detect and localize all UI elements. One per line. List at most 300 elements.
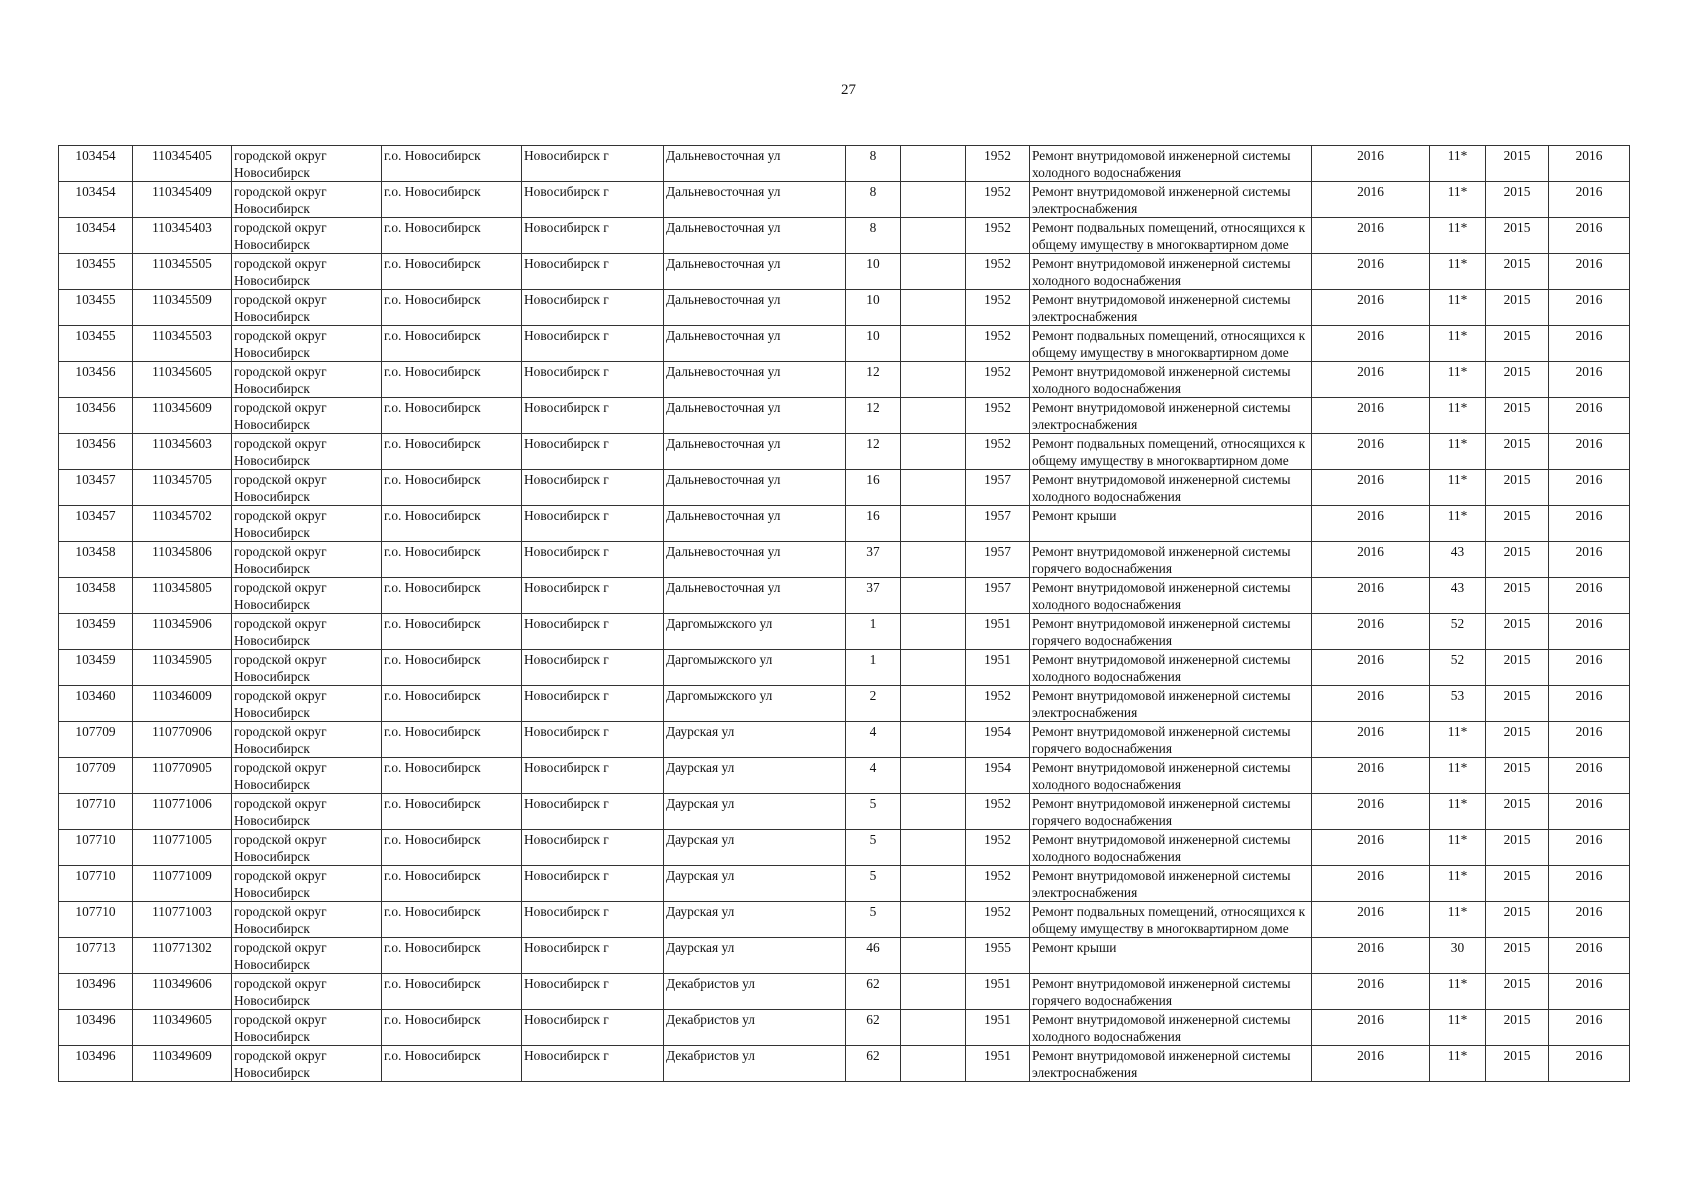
district-cell: г.о. Новосибирск — [382, 434, 522, 470]
locality-cell: Новосибирск г — [522, 686, 664, 722]
municipality-cell: городской округ Новосибирск — [232, 902, 382, 938]
table-row — [59, 578, 1630, 614]
table-row — [59, 902, 1630, 938]
table-row — [59, 866, 1630, 902]
work-type-cell: Ремонт внутридомовой инженерной системы холодного водоснабжения — [1030, 578, 1312, 614]
district-cell: г.о. Новосибирск — [382, 902, 522, 938]
locality-cell: Новосибирск г — [522, 146, 664, 182]
street-cell: Дальневосточная ул — [664, 218, 846, 254]
housing-cell — [901, 866, 966, 902]
year-built-cell: 1957 — [966, 506, 1030, 542]
plan-year-cell: 2016 — [1312, 362, 1430, 398]
municipality-cell: городской округ Новосибирск — [232, 794, 382, 830]
start-year-cell: 2015 — [1486, 830, 1549, 866]
start-year-cell: 2015 — [1486, 650, 1549, 686]
table-row — [59, 326, 1630, 362]
work-type-cell: Ремонт внутридомовой инженерной системы электроснабжения — [1030, 182, 1312, 218]
table-row — [59, 686, 1630, 722]
municipality-cell: городской округ Новосибирск — [232, 614, 382, 650]
priority-cell: 52 — [1430, 614, 1486, 650]
house-id-cell: 103458 — [59, 578, 133, 614]
priority-cell: 53 — [1430, 686, 1486, 722]
work-type-cell: Ремонт внутридомовой инженерной системы электроснабжения — [1030, 686, 1312, 722]
housing-cell — [901, 146, 966, 182]
work-id-cell: 110345603 — [133, 434, 232, 470]
work-id-cell: 110345409 — [133, 182, 232, 218]
table-row — [59, 542, 1630, 578]
municipality-cell: городской округ Новосибирск — [232, 830, 382, 866]
plan-year-cell: 2016 — [1312, 326, 1430, 362]
plan-year-cell: 2016 — [1312, 290, 1430, 326]
work-type-cell: Ремонт внутридомовой инженерной системы холодного водоснабжения — [1030, 470, 1312, 506]
house-id-cell: 103457 — [59, 470, 133, 506]
end-year-cell: 2016 — [1549, 470, 1630, 506]
housing-cell — [901, 470, 966, 506]
plan-year-cell: 2016 — [1312, 398, 1430, 434]
house-number-cell: 4 — [846, 722, 901, 758]
municipality-cell: городской округ Новосибирск — [232, 758, 382, 794]
plan-year-cell: 2016 — [1312, 830, 1430, 866]
house-id-cell: 103457 — [59, 506, 133, 542]
year-built-cell: 1957 — [966, 542, 1030, 578]
district-cell: г.о. Новосибирск — [382, 722, 522, 758]
locality-cell: Новосибирск г — [522, 794, 664, 830]
house-id-cell: 103459 — [59, 614, 133, 650]
locality-cell: Новосибирск г — [522, 866, 664, 902]
priority-cell: 11* — [1430, 146, 1486, 182]
house-number-cell: 1 — [846, 614, 901, 650]
street-cell: Дальневосточная ул — [664, 290, 846, 326]
district-cell: г.о. Новосибирск — [382, 398, 522, 434]
year-built-cell: 1952 — [966, 326, 1030, 362]
table-row — [59, 290, 1630, 326]
year-built-cell: 1952 — [966, 902, 1030, 938]
end-year-cell: 2016 — [1549, 902, 1630, 938]
municipality-cell: городской округ Новосибирск — [232, 686, 382, 722]
work-id-cell: 110771302 — [133, 938, 232, 974]
municipality-cell: городской округ Новосибирск — [232, 470, 382, 506]
end-year-cell: 2016 — [1549, 938, 1630, 974]
priority-cell: 11* — [1430, 974, 1486, 1010]
start-year-cell: 2015 — [1486, 902, 1549, 938]
house-id-cell: 103496 — [59, 974, 133, 1010]
repair-schedule-table — [58, 145, 1630, 1082]
municipality-cell: городской округ Новосибирск — [232, 290, 382, 326]
year-built-cell: 1951 — [966, 650, 1030, 686]
work-id-cell: 110345806 — [133, 542, 232, 578]
housing-cell — [901, 362, 966, 398]
plan-year-cell: 2016 — [1312, 758, 1430, 794]
start-year-cell: 2015 — [1486, 542, 1549, 578]
housing-cell — [901, 830, 966, 866]
table-row — [59, 182, 1630, 218]
street-cell: Даурская ул — [664, 830, 846, 866]
work-id-cell: 110349605 — [133, 1010, 232, 1046]
district-cell: г.о. Новосибирск — [382, 542, 522, 578]
work-id-cell: 110345503 — [133, 326, 232, 362]
table-row — [59, 218, 1630, 254]
district-cell: г.о. Новосибирск — [382, 1010, 522, 1046]
priority-cell: 11* — [1430, 398, 1486, 434]
house-id-cell: 107713 — [59, 938, 133, 974]
house-number-cell: 62 — [846, 1010, 901, 1046]
housing-cell — [901, 326, 966, 362]
start-year-cell: 2015 — [1486, 578, 1549, 614]
work-type-cell: Ремонт внутридомовой инженерной системы горячего водоснабжения — [1030, 614, 1312, 650]
street-cell: Дальневосточная ул — [664, 398, 846, 434]
street-cell: Дальневосточная ул — [664, 506, 846, 542]
work-id-cell: 110345605 — [133, 362, 232, 398]
locality-cell: Новосибирск г — [522, 1046, 664, 1082]
start-year-cell: 2015 — [1486, 434, 1549, 470]
street-cell: Декабристов ул — [664, 1010, 846, 1046]
plan-year-cell: 2016 — [1312, 1010, 1430, 1046]
work-id-cell: 110771006 — [133, 794, 232, 830]
start-year-cell: 2015 — [1486, 362, 1549, 398]
municipality-cell: городской округ Новосибирск — [232, 434, 382, 470]
house-id-cell: 103496 — [59, 1046, 133, 1082]
district-cell: г.о. Новосибирск — [382, 866, 522, 902]
district-cell: г.о. Новосибирск — [382, 326, 522, 362]
priority-cell: 11* — [1430, 254, 1486, 290]
work-id-cell: 110345405 — [133, 146, 232, 182]
year-built-cell: 1952 — [966, 794, 1030, 830]
plan-year-cell: 2016 — [1312, 794, 1430, 830]
start-year-cell: 2015 — [1486, 1046, 1549, 1082]
house-id-cell: 107710 — [59, 794, 133, 830]
house-number-cell: 46 — [846, 938, 901, 974]
housing-cell — [901, 650, 966, 686]
street-cell: Даргомыжского ул — [664, 614, 846, 650]
table-row — [59, 362, 1630, 398]
table-row — [59, 650, 1630, 686]
work-id-cell: 110349609 — [133, 1046, 232, 1082]
work-id-cell: 110771003 — [133, 902, 232, 938]
street-cell: Даргомыжского ул — [664, 650, 846, 686]
priority-cell: 43 — [1430, 542, 1486, 578]
locality-cell: Новосибирск г — [522, 578, 664, 614]
housing-cell — [901, 722, 966, 758]
work-type-cell: Ремонт внутридомовой инженерной системы холодного водоснабжения — [1030, 1010, 1312, 1046]
work-type-cell: Ремонт подвальных помещений, относящихся к общему имуществу в многоквартирном доме — [1030, 218, 1312, 254]
house-id-cell: 107709 — [59, 758, 133, 794]
year-built-cell: 1952 — [966, 686, 1030, 722]
start-year-cell: 2015 — [1486, 398, 1549, 434]
year-built-cell: 1952 — [966, 830, 1030, 866]
work-id-cell: 110345905 — [133, 650, 232, 686]
housing-cell — [901, 506, 966, 542]
table-row — [59, 506, 1630, 542]
priority-cell: 11* — [1430, 506, 1486, 542]
house-id-cell: 107709 — [59, 722, 133, 758]
locality-cell: Новосибирск г — [522, 974, 664, 1010]
priority-cell: 11* — [1430, 866, 1486, 902]
priority-cell: 52 — [1430, 650, 1486, 686]
start-year-cell: 2015 — [1486, 722, 1549, 758]
housing-cell — [901, 542, 966, 578]
plan-year-cell: 2016 — [1312, 866, 1430, 902]
street-cell: Даурская ул — [664, 794, 846, 830]
plan-year-cell: 2016 — [1312, 182, 1430, 218]
work-type-cell: Ремонт подвальных помещений, относящихся к общему имуществу в многоквартирном доме — [1030, 326, 1312, 362]
work-type-cell: Ремонт внутридомовой инженерной системы холодного водоснабжения — [1030, 362, 1312, 398]
house-number-cell: 8 — [846, 146, 901, 182]
district-cell: г.о. Новосибирск — [382, 146, 522, 182]
end-year-cell: 2016 — [1549, 974, 1630, 1010]
house-number-cell: 16 — [846, 470, 901, 506]
street-cell: Дальневосточная ул — [664, 182, 846, 218]
year-built-cell: 1954 — [966, 758, 1030, 794]
district-cell: г.о. Новосибирск — [382, 470, 522, 506]
house-id-cell: 103456 — [59, 434, 133, 470]
work-id-cell: 110345505 — [133, 254, 232, 290]
end-year-cell: 2016 — [1549, 614, 1630, 650]
end-year-cell: 2016 — [1549, 578, 1630, 614]
year-built-cell: 1951 — [966, 614, 1030, 650]
house-id-cell: 103454 — [59, 146, 133, 182]
end-year-cell: 2016 — [1549, 398, 1630, 434]
start-year-cell: 2015 — [1486, 506, 1549, 542]
district-cell: г.о. Новосибирск — [382, 218, 522, 254]
house-number-cell: 37 — [846, 578, 901, 614]
work-type-cell: Ремонт внутридомовой инженерной системы горячего водоснабжения — [1030, 722, 1312, 758]
house-number-cell: 8 — [846, 218, 901, 254]
end-year-cell: 2016 — [1549, 146, 1630, 182]
plan-year-cell: 2016 — [1312, 722, 1430, 758]
street-cell: Даурская ул — [664, 722, 846, 758]
street-cell: Даурская ул — [664, 902, 846, 938]
street-cell: Декабристов ул — [664, 974, 846, 1010]
locality-cell: Новосибирск г — [522, 722, 664, 758]
house-id-cell: 107710 — [59, 830, 133, 866]
work-type-cell: Ремонт внутридомовой инженерной системы электроснабжения — [1030, 866, 1312, 902]
municipality-cell: городской округ Новосибирск — [232, 722, 382, 758]
housing-cell — [901, 434, 966, 470]
end-year-cell: 2016 — [1549, 1010, 1630, 1046]
work-type-cell: Ремонт подвальных помещений, относящихся к общему имуществу в многоквартирном доме — [1030, 902, 1312, 938]
work-type-cell: Ремонт крыши — [1030, 938, 1312, 974]
housing-cell — [901, 1010, 966, 1046]
housing-cell — [901, 938, 966, 974]
house-number-cell: 10 — [846, 290, 901, 326]
work-id-cell: 110345705 — [133, 470, 232, 506]
table-row — [59, 398, 1630, 434]
table-row — [59, 614, 1630, 650]
priority-cell: 11* — [1430, 218, 1486, 254]
locality-cell: Новосибирск г — [522, 254, 664, 290]
year-built-cell: 1952 — [966, 218, 1030, 254]
locality-cell: Новосибирск г — [522, 614, 664, 650]
table-row — [59, 434, 1630, 470]
priority-cell: 11* — [1430, 722, 1486, 758]
end-year-cell: 2016 — [1549, 686, 1630, 722]
table-row — [59, 1010, 1630, 1046]
municipality-cell: городской округ Новосибирск — [232, 362, 382, 398]
house-number-cell: 12 — [846, 362, 901, 398]
end-year-cell: 2016 — [1549, 434, 1630, 470]
year-built-cell: 1952 — [966, 146, 1030, 182]
house-id-cell: 103454 — [59, 182, 133, 218]
table-row — [59, 794, 1630, 830]
street-cell: Дальневосточная ул — [664, 578, 846, 614]
end-year-cell: 2016 — [1549, 650, 1630, 686]
table-row — [59, 938, 1630, 974]
work-type-cell: Ремонт внутридомовой инженерной системы горячего водоснабжения — [1030, 794, 1312, 830]
municipality-cell: городской округ Новосибирск — [232, 578, 382, 614]
start-year-cell: 2015 — [1486, 686, 1549, 722]
plan-year-cell: 2016 — [1312, 542, 1430, 578]
housing-cell — [901, 290, 966, 326]
end-year-cell: 2016 — [1549, 218, 1630, 254]
work-type-cell: Ремонт внутридомовой инженерной системы холодного водоснабжения — [1030, 650, 1312, 686]
end-year-cell: 2016 — [1549, 794, 1630, 830]
work-id-cell: 110345805 — [133, 578, 232, 614]
locality-cell: Новосибирск г — [522, 542, 664, 578]
house-number-cell: 1 — [846, 650, 901, 686]
house-number-cell: 4 — [846, 758, 901, 794]
plan-year-cell: 2016 — [1312, 902, 1430, 938]
house-number-cell: 12 — [846, 398, 901, 434]
work-type-cell: Ремонт внутридомовой инженерной системы холодного водоснабжения — [1030, 758, 1312, 794]
table-row — [59, 1046, 1630, 1082]
start-year-cell: 2015 — [1486, 794, 1549, 830]
priority-cell: 11* — [1430, 362, 1486, 398]
housing-cell — [901, 398, 966, 434]
end-year-cell: 2016 — [1549, 506, 1630, 542]
work-id-cell: 110771005 — [133, 830, 232, 866]
house-id-cell: 103460 — [59, 686, 133, 722]
housing-cell — [901, 614, 966, 650]
end-year-cell: 2016 — [1549, 542, 1630, 578]
table-body — [59, 146, 1630, 1082]
district-cell: г.о. Новосибирск — [382, 290, 522, 326]
work-id-cell: 110345609 — [133, 398, 232, 434]
locality-cell: Новосибирск г — [522, 938, 664, 974]
work-type-cell: Ремонт внутридомовой инженерной системы электроснабжения — [1030, 398, 1312, 434]
plan-year-cell: 2016 — [1312, 434, 1430, 470]
house-id-cell: 103496 — [59, 1010, 133, 1046]
district-cell: г.о. Новосибирск — [382, 578, 522, 614]
street-cell: Дальневосточная ул — [664, 470, 846, 506]
plan-year-cell: 2016 — [1312, 146, 1430, 182]
plan-year-cell: 2016 — [1312, 254, 1430, 290]
year-built-cell: 1952 — [966, 182, 1030, 218]
work-id-cell: 110346009 — [133, 686, 232, 722]
end-year-cell: 2016 — [1549, 758, 1630, 794]
work-id-cell: 110770906 — [133, 722, 232, 758]
street-cell: Дальневосточная ул — [664, 542, 846, 578]
street-cell: Дальневосточная ул — [664, 362, 846, 398]
work-id-cell: 110345906 — [133, 614, 232, 650]
municipality-cell: городской округ Новосибирск — [232, 974, 382, 1010]
district-cell: г.о. Новосибирск — [382, 362, 522, 398]
street-cell: Дальневосточная ул — [664, 434, 846, 470]
district-cell: г.о. Новосибирск — [382, 182, 522, 218]
house-id-cell: 103455 — [59, 290, 133, 326]
table-row — [59, 722, 1630, 758]
locality-cell: Новосибирск г — [522, 326, 664, 362]
house-number-cell: 37 — [846, 542, 901, 578]
table-row — [59, 254, 1630, 290]
street-cell: Дальневосточная ул — [664, 146, 846, 182]
year-built-cell: 1957 — [966, 470, 1030, 506]
house-number-cell: 10 — [846, 326, 901, 362]
end-year-cell: 2016 — [1549, 362, 1630, 398]
municipality-cell: городской округ Новосибирск — [232, 866, 382, 902]
start-year-cell: 2015 — [1486, 290, 1549, 326]
district-cell: г.о. Новосибирск — [382, 254, 522, 290]
municipality-cell: городской округ Новосибирск — [232, 254, 382, 290]
municipality-cell: городской округ Новосибирск — [232, 182, 382, 218]
locality-cell: Новосибирск г — [522, 830, 664, 866]
house-id-cell: 103455 — [59, 254, 133, 290]
housing-cell — [901, 794, 966, 830]
municipality-cell: городской округ Новосибирск — [232, 218, 382, 254]
priority-cell: 11* — [1430, 830, 1486, 866]
priority-cell: 11* — [1430, 902, 1486, 938]
housing-cell — [901, 1046, 966, 1082]
street-cell: Даргомыжского ул — [664, 686, 846, 722]
year-built-cell: 1952 — [966, 866, 1030, 902]
work-type-cell: Ремонт подвальных помещений, относящихся к общему имуществу в многоквартирном доме — [1030, 434, 1312, 470]
start-year-cell: 2015 — [1486, 1010, 1549, 1046]
page-number: 27 — [841, 82, 856, 98]
work-type-cell: Ремонт внутридомовой инженерной системы электроснабжения — [1030, 290, 1312, 326]
plan-year-cell: 2016 — [1312, 578, 1430, 614]
start-year-cell: 2015 — [1486, 938, 1549, 974]
municipality-cell: городской округ Новосибирск — [232, 506, 382, 542]
start-year-cell: 2015 — [1486, 182, 1549, 218]
year-built-cell: 1952 — [966, 398, 1030, 434]
district-cell: г.о. Новосибирск — [382, 614, 522, 650]
table-row — [59, 830, 1630, 866]
end-year-cell: 2016 — [1549, 290, 1630, 326]
work-id-cell: 110771009 — [133, 866, 232, 902]
plan-year-cell: 2016 — [1312, 218, 1430, 254]
district-cell: г.о. Новосибирск — [382, 758, 522, 794]
year-built-cell: 1951 — [966, 974, 1030, 1010]
municipality-cell: городской округ Новосибирск — [232, 1010, 382, 1046]
municipality-cell: городской округ Новосибирск — [232, 326, 382, 362]
work-type-cell: Ремонт внутридомовой инженерной системы холодного водоснабжения — [1030, 254, 1312, 290]
housing-cell — [901, 182, 966, 218]
house-number-cell: 5 — [846, 866, 901, 902]
end-year-cell: 2016 — [1549, 254, 1630, 290]
street-cell: Даурская ул — [664, 938, 846, 974]
year-built-cell: 1954 — [966, 722, 1030, 758]
housing-cell — [901, 902, 966, 938]
housing-cell — [901, 578, 966, 614]
house-number-cell: 5 — [846, 830, 901, 866]
house-number-cell: 10 — [846, 254, 901, 290]
plan-year-cell: 2016 — [1312, 470, 1430, 506]
housing-cell — [901, 758, 966, 794]
locality-cell: Новосибирск г — [522, 182, 664, 218]
priority-cell: 11* — [1430, 470, 1486, 506]
locality-cell: Новосибирск г — [522, 650, 664, 686]
table-row — [59, 470, 1630, 506]
housing-cell — [901, 686, 966, 722]
house-id-cell: 107710 — [59, 866, 133, 902]
work-type-cell: Ремонт крыши — [1030, 506, 1312, 542]
district-cell: г.о. Новосибирск — [382, 830, 522, 866]
end-year-cell: 2016 — [1549, 830, 1630, 866]
end-year-cell: 2016 — [1549, 722, 1630, 758]
year-built-cell: 1957 — [966, 578, 1030, 614]
house-number-cell: 8 — [846, 182, 901, 218]
start-year-cell: 2015 — [1486, 470, 1549, 506]
house-id-cell: 103456 — [59, 362, 133, 398]
